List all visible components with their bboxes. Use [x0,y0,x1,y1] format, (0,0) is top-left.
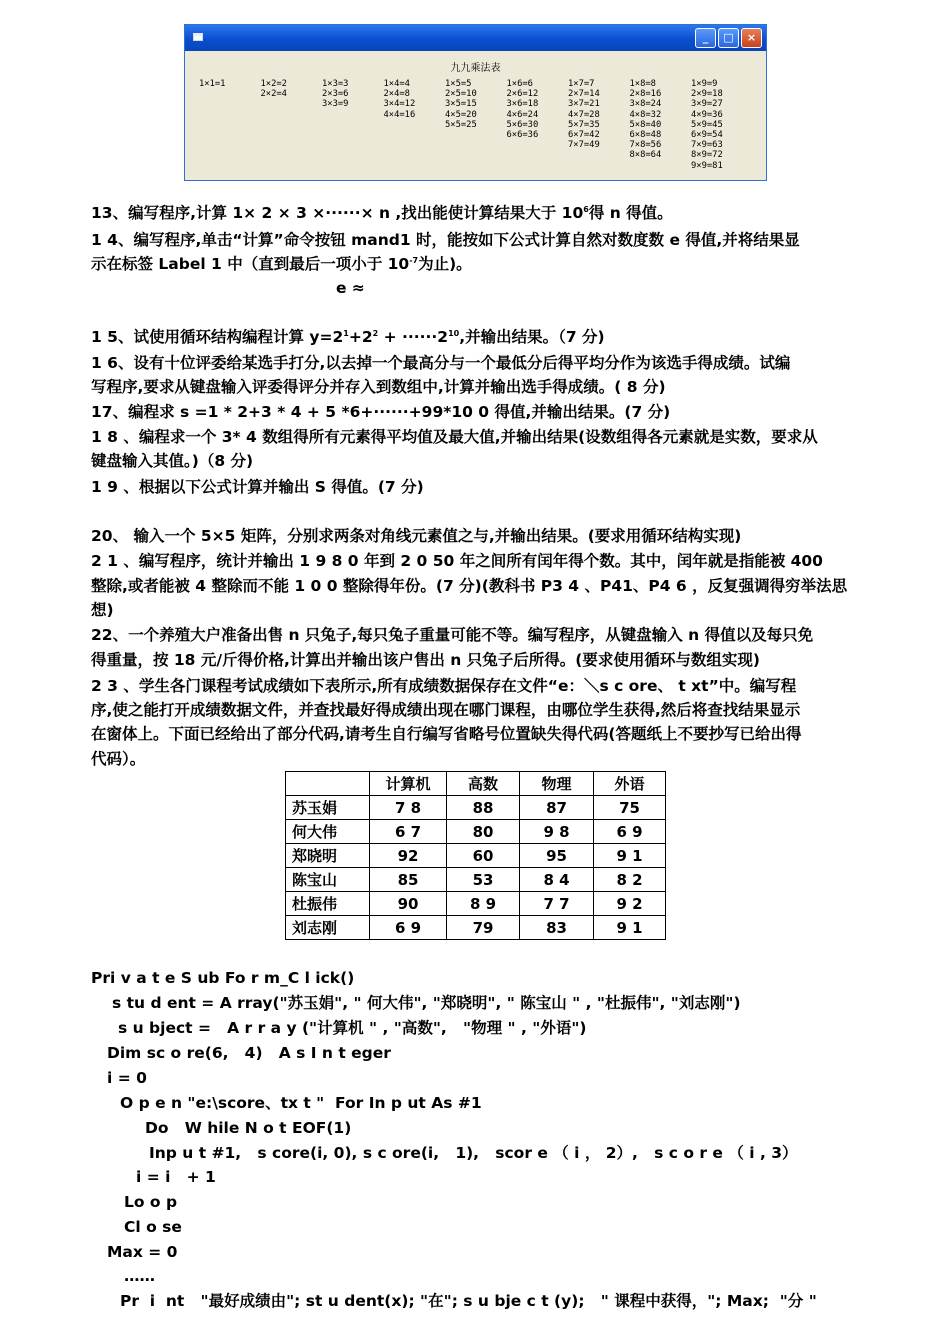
multiplication-entry: 5×6=30 [506,119,539,130]
multiplication-entry: 8×8=64 [629,150,662,161]
table-cell: 9 1 [594,844,666,868]
table-cell: 9 2 [594,892,666,916]
multiplication-entry: 5×5=25 [445,119,477,130]
maximize-button[interactable]: □ [718,28,739,48]
question-15: 1 5、试使用循环结构编程计算 $y=2^1+2^2 + \cdot\cdot\cdot\cdot\cdot\cdot 2^{10}$,并输出结果。（7 分) [91,328,605,346]
table-cell: 8 2 [594,868,666,892]
table-row [286,844,666,868]
multiplication-column [384,79,446,120]
multiplication-entry: 5×8=40 [629,119,662,130]
question-21-line1: 2 1 、编写程序，统计并输出 1 9 8 0 年到 2 0 50 年之间所有闰年得个数。其中，闰年就是指能被 400 [91,552,823,570]
table-header-cell [286,772,370,796]
multiplication-entry: 1×2=2 [260,79,287,89]
table-header-row [286,772,666,796]
table-cell: 何大伟 [286,820,370,844]
minimize-button[interactable]: _ [695,28,716,48]
multiplication-entry: 4×5=20 [445,109,477,120]
multiplication-entry: 4×7=28 [568,109,600,120]
multiplication-column [691,79,753,171]
multiplication-entry: 6×7=42 [568,130,600,141]
table-cell: 苏玉娟 [286,796,370,820]
table-cell: 8 9 [447,892,520,916]
table-header-cell: 高数 [447,772,520,796]
multiplication-entry: 9×9=81 [691,160,723,171]
question-23-line4: 代码）。 [91,750,146,768]
multiplication-column [261,79,323,99]
multiplication-column [568,79,630,150]
table-cell: 95 [520,844,594,868]
multiplication-entry: 1×7=7 [568,79,595,89]
multiplication-entry: 2×8=16 [629,89,662,100]
table-cell: 85 [370,868,447,892]
multiplication-entry: 3×3=9 [322,99,349,110]
question-21-line3: 想) [91,601,114,619]
code-line: Pr i nt "最好成绩由"; st u dent(x); "在"; s u bje c t (y); " 课程中获得，"; Max; "分 " [120,1292,817,1310]
multiplication-entry: 5×9=45 [691,119,723,130]
table-cell: 杜振伟 [286,892,370,916]
multiplication-entry: 4×8=32 [629,109,662,120]
table-cell: 79 [447,916,520,940]
table-cell: 郑晓明 [286,844,370,868]
multiplication-column [322,79,384,110]
question-20: 20、 输入一个 5×5 矩阵，分别求两条对角线元素值之与,并输出结果。(要求用循环结构实现) [91,527,742,545]
table-cell: 75 [594,796,666,820]
table-cell: 刘志刚 [286,916,370,940]
question-21-line2: 整除,或者能被 4 整除而不能 1 0 0 整除得年份。(7 分)(教科书 P3 4 、P41、P4 6 ，反复强调得穷举法思 [91,577,848,595]
table-cell: 9 1 [594,916,666,940]
multiplication-entry: 3×9=27 [691,99,723,110]
multiplication-entry: 7×9=63 [691,140,723,151]
multiplication-entry: 8×9=72 [691,150,723,161]
close-button[interactable]: × [741,28,762,48]
table-cell: 53 [447,868,520,892]
multiplication-entry: 4×4=16 [383,109,416,120]
multiplication-entry: 7×7=49 [568,140,600,151]
multiplication-entry: 3×8=24 [629,99,662,110]
code-line: s tu d ent = A rray("苏玉娟", " 何大伟", "郑晓明", " 陈宝山 " , "杜振伟", "刘志刚") [112,994,741,1012]
multiplication-entry: 7×8=56 [629,140,662,151]
multiplication-entry: 3×5=15 [445,99,477,110]
question-22-line2: 得重量，按 18 元/斤得价格,计算出并输出该户售出 n 只兔子后所得。(要求使用循环与数组实现) [91,651,760,669]
multiplication-entry: 4×6=24 [506,109,539,120]
multiplication-entry: 6×6=36 [506,130,539,141]
table-row [286,820,666,844]
multiplication-entry: 2×7=14 [568,89,600,100]
table-cell: 83 [520,916,594,940]
table-cell: 80 [447,820,520,844]
question-19: 1 9 、根据以下公式计算并输出 S 得值。(7 分) [91,478,424,496]
table-cell: 60 [447,844,520,868]
table-cell: 9 8 [520,820,594,844]
table-header-cell: 物理 [520,772,594,796]
question-23-line3: 在窗体上。下面已经给出了部分代码,请考生自行编写省略号位置缺失得代码(答题纸上不要抄写已给出得 [91,725,802,743]
multiplication-entry: 2×3=6 [322,89,349,100]
table-cell: 6 9 [370,916,447,940]
question-13: 13、编写程序,计算 1× 2 × 3 ×······× n ,找出能使计算结果大于 $10^6$得 n 得值。 [91,204,673,222]
table-cell: 88 [447,796,520,820]
question-17: 17、编程求 s =1 * 2+3 * 4 + 5 *6+······+99*10 0 得值,并输出结果。(7 分) [91,403,671,421]
multiplication-entry: 1×8=8 [629,79,656,89]
multiplication-entry: 3×6=18 [506,99,539,110]
question-23-line2: 序,使之能打开成绩数据文件，并查找最好得成绩出现在哪门课程，由哪位学生获得,然后将查找结果显示 [91,701,801,719]
table-cell: 92 [370,844,447,868]
multiplication-entry: 3×4=12 [383,99,416,110]
multiplication-table-window [184,24,767,181]
table-cell: 6 7 [370,820,447,844]
multiplication-entry: 2×2=4 [260,89,287,100]
question-18-line1: 1 8 、编程求一个 3* 4 数组得所有元素得平均值及最大值,并输出结果(设数组得各元素就是实数，要求从 [91,428,818,446]
table-row [286,796,666,820]
table-row [286,892,666,916]
window-app-icon [193,33,203,41]
window-caption: 九九乘法表 [450,63,501,74]
question-22-line1: 22、一个养殖大户准备出售 n 只兔子,每只兔子重量可能不等。编写程序，从键盘输入 n 得值以及每只免 [91,626,814,644]
code-line: Cl o se [124,1218,182,1236]
multiplication-column [630,79,692,161]
code-line: Dim sc o re(6, 4) A s I n t eger [107,1044,391,1062]
multiplication-entry: 1×1=1 [199,79,226,89]
question-18-line2: 键盘输入其值。)（8 分) [91,452,254,470]
multiplication-entry: 1×6=6 [506,79,533,89]
multiplication-entry: 2×5=10 [445,89,477,100]
code-line: Lo o p [124,1193,178,1211]
table-header-cell: 外语 [594,772,666,796]
multiplication-entry: 1×3=3 [322,79,349,89]
table-cell: 陈宝山 [286,868,370,892]
table-cell: 7 8 [370,796,447,820]
table-cell: 87 [520,796,594,820]
multiplication-column [507,79,569,140]
multiplication-entry: 2×4=8 [383,89,410,100]
multiplication-entry: 4×9=36 [691,109,723,120]
multiplication-entry: 3×7=21 [568,99,600,110]
code-line: i = i + 1 [136,1168,216,1186]
code-line: Pri v a t e S ub Fo r m_C l ick() [91,969,355,987]
table-row [286,868,666,892]
multiplication-entry: 2×9=18 [691,89,723,100]
code-line: O p e n "e:\score、tx t " For In p ut As #1 [120,1094,482,1112]
multiplication-entry: 5×7=35 [568,119,600,130]
question-14-line1: 1 4、编写程序,单击“计算”命令按钮 mand1 时，能按如下公式计算自然对数度数 e 得值,并将结果显 [91,231,800,249]
question-14-line2: 示在标签 Label 1 中（直到最后一项小于 $10^{-7}$为止)。 [91,255,472,273]
multiplication-column [199,79,261,89]
multiplication-entry: 1×9=9 [691,79,718,89]
code-line: Max = 0 [107,1243,178,1261]
code-line: i = 0 [107,1069,147,1087]
table-row [286,916,666,940]
multiplication-entry: 6×8=48 [629,130,662,141]
question-16-line1: 1 6、设有十位评委给某选手打分,以去掉一个最高分与一个最低分后得平均分作为该选手得成绩。试编 [91,354,791,372]
table-cell: 7 7 [520,892,594,916]
table-cell: 8 4 [520,868,594,892]
window-title-bar[interactable] [185,25,766,51]
code-line: s u bject = A r r a y ("计算机 " , "高数", "物理 " , "外语") [118,1019,587,1037]
multiplication-column [445,79,507,130]
multiplication-entry: 1×4=4 [383,79,410,89]
formula-e: e ≈ [336,279,365,297]
code-line: Inp u t #1, s core(i, 0), s c ore(i, 1), scor e （ i ， 2）, s c o r e （ i , 3） [149,1144,798,1162]
code-line: Do W hile N o t EOF(1) [145,1119,352,1137]
table-cell: 6 9 [594,820,666,844]
multiplication-entry: 1×5=5 [445,79,472,89]
table-header-cell: 计算机 [370,772,447,796]
multiplication-entry: 2×6=12 [506,89,539,100]
code-line: …… [124,1267,155,1285]
multiplication-entry: 6×9=54 [691,130,723,141]
question-23-line1: 2 3 、学生各门课程考试成绩如下表所示,所有成绩数据保存在文件“e：＼s c ore、 t xt”中。编写程 [91,677,797,695]
score-table [285,771,666,940]
question-16-line2: 写程序,要求从键盘输入评委得评分并存入到数组中,计算并输出选手得成绩。( 8 分) [91,378,666,396]
table-cell: 90 [370,892,447,916]
